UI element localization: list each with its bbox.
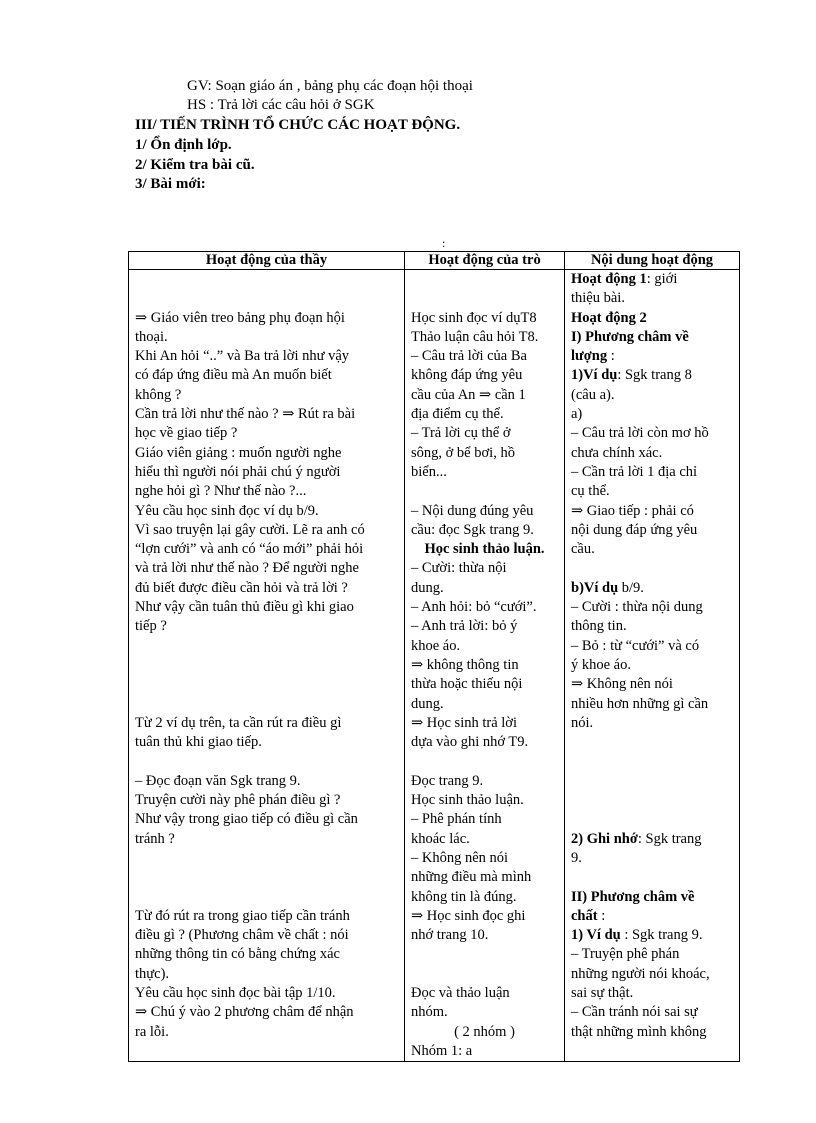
student-line: Nhóm 1: a (411, 1042, 473, 1059)
teacher-line: thoại. (135, 328, 168, 345)
student-line: cầu của An ⇒ cần 1 (411, 386, 526, 403)
teacher-line: hiểu thì người nói phải chú ý người (135, 463, 341, 480)
teacher-line: tránh ? (135, 830, 175, 847)
teacher-line: học về giao tiếp ? (135, 425, 238, 442)
student-line: khoe áo. (411, 637, 461, 654)
section-title: III/ TIẾN TRÌNH TỔ CHỨC CÁC HOẠT ĐỘNG. (135, 117, 461, 133)
student-line: – Không nên nói (411, 849, 509, 866)
example-1-label: 1)Ví dụ (571, 367, 618, 384)
teacher-line: tiếp ? (135, 618, 167, 635)
content-line: ⇒ Giao tiếp : phải có (571, 502, 694, 519)
student-line: Thảo luận câu hỏi T8. (411, 328, 539, 345)
student-line: – Trả lời cụ thể ở (411, 425, 511, 442)
content-line: thật những mình không (571, 1023, 707, 1040)
content-line: nhiều hơn những gì cần (571, 695, 709, 712)
student-line: nhóm. (411, 1004, 448, 1021)
step-1: 1/ Ổn định lớp. (135, 137, 232, 153)
memo-text: : Sgk trang (637, 830, 702, 847)
lesson-table (128, 251, 740, 1062)
content-line: – Truyện phê phán (571, 946, 680, 963)
materials-teacher: GV: Soạn giáo án , bảng phụ các đoạn hội thoại (187, 78, 473, 94)
student-line: – Anh trả lời: bỏ ý (411, 618, 518, 635)
student-column (405, 270, 565, 1062)
content-line: thông tin. (571, 618, 627, 635)
memo-label: 2) Ghi nhớ (571, 830, 638, 847)
materials-student: HS : Trả lời các câu hỏi ở SGK (187, 97, 375, 113)
stray-colon: : (442, 236, 446, 250)
student-line: thừa hoặc thiếu nội (411, 676, 523, 693)
section-2-title: II) Phương châm về (571, 888, 695, 905)
teacher-line: Từ đó rút ra trong giao tiếp cần tránh (135, 907, 350, 924)
teacher-line: Khi An hỏi “..” và Ba trả lời như vậy (135, 348, 350, 365)
student-line: dung. (411, 695, 444, 712)
student-line: ( 2 nhóm ) (454, 1023, 515, 1040)
teacher-line: Vì sao truyện lại gây cười. Lẽ ra anh có (135, 521, 365, 538)
teacher-line: tuân thủ khi giao tiếp. (135, 734, 262, 751)
table-body-row (129, 270, 740, 1062)
student-line: Đọc trang 9. (411, 772, 484, 789)
section-2-title-colon: : (597, 907, 606, 924)
step-3: 3/ Bài mới: (135, 176, 206, 192)
student-line: nhớ trang 10. (411, 927, 489, 944)
teacher-column (129, 270, 405, 1062)
teacher-line: Như vậy cần tuân thủ điều gì khi giao (135, 599, 354, 616)
section-2-title-word: chất (571, 907, 598, 924)
activity-1-label: Hoạt động 1 (571, 271, 647, 287)
content-line: thiệu bài. (571, 290, 625, 307)
example-1-text: : Sgk trang 8 (617, 367, 692, 384)
content-line: cụ thể. (571, 483, 610, 500)
teacher-line: không ? (135, 386, 182, 403)
content-line: – Cười : thừa nội dung (571, 599, 703, 616)
teacher-line: thực). (135, 965, 170, 982)
step-2: 2/ Kiểm tra bài cũ. (135, 157, 255, 173)
student-line: không đáp ứng yêu (411, 367, 523, 384)
example-2-label: 1) Ví dụ (571, 927, 621, 944)
student-line: ⇒ Học sinh trả lời (411, 714, 517, 731)
student-line: không tin là đúng. (411, 888, 517, 905)
teacher-line: Truyện cười này phê phán điều gì ? (135, 792, 341, 809)
teacher-line: ⇒ Giáo viên treo bảng phụ đoạn hội (135, 309, 345, 326)
content-column (565, 270, 740, 1062)
student-line: cầu: đọc Sgk trang 9. (411, 521, 534, 538)
student-line: ⇒ Học sinh đọc ghi (411, 907, 526, 924)
activity-1-text: : giới (646, 271, 678, 287)
content-line: – Câu trả lời còn mơ hồ (571, 425, 709, 442)
content-line: – Bỏ : từ “cưới” và có (571, 637, 700, 654)
example-b-text: b/9. (618, 579, 644, 596)
student-line: – Nội dung đúng yêu (411, 502, 534, 519)
teacher-line: Yêu cầu học sinh đọc ví dụ b/9. (135, 502, 319, 519)
student-line: – Cười: thừa nội (411, 560, 507, 577)
content-line: – Cần tránh nói sai sự (571, 1004, 698, 1021)
section-1-title-colon: : (607, 348, 615, 365)
teacher-line: – Đọc đoạn văn Sgk trang 9. (135, 772, 301, 789)
teacher-line: và trả lời như thế nào ? Để người nghe (135, 560, 359, 577)
content-line: nói. (571, 714, 594, 731)
student-line: những điều mà mình (411, 869, 532, 886)
content-line: a) (571, 406, 583, 423)
teacher-line: nghe hỏi gì ? Như thế nào ?... (135, 483, 307, 500)
teacher-line: Giáo viên giảng : muốn người nghe (135, 444, 342, 461)
content-line: sai sự thật. (571, 984, 634, 1001)
teacher-line: Yêu cầu học sinh đọc bài tập 1/10. (135, 984, 336, 1001)
student-line: khoác lác. (411, 830, 470, 847)
content-line: (câu a). (571, 386, 615, 403)
teacher-line: điều gì ? (Phương châm về chất : nói (135, 927, 349, 944)
student-line: dựa vào ghi nhớ T9. (411, 734, 529, 751)
header-content: Nội dung hoạt động (565, 252, 740, 270)
example-b-label: b)Ví dụ (571, 579, 619, 596)
teacher-line: đủ biết được điều cần hỏi và trả lời ? (135, 579, 348, 596)
student-line: Học sinh đọc ví dụT8 (411, 309, 537, 326)
section-1-title: I) Phương châm về (571, 328, 689, 345)
student-line: biển... (411, 463, 447, 480)
example-2-text: : Sgk trang 9. (620, 927, 703, 944)
content-line: những người nói khoác, (571, 965, 710, 982)
section-1-title-word: lượng (571, 348, 608, 365)
teacher-line: Cần trả lời như thế nào ? ⇒ Rút ra bài (135, 406, 356, 423)
teacher-line: ra lỗi. (135, 1023, 169, 1040)
activity-2-label: Hoạt động 2 (571, 309, 647, 326)
student-line: ⇒ không thông tin (411, 656, 519, 673)
teacher-line: Từ 2 ví dụ trên, ta cần rút ra điều gì (135, 714, 342, 731)
student-line: – Anh hỏi: bỏ “cưới”. (411, 599, 537, 616)
header-teacher: Hoạt động của thầy (129, 252, 405, 270)
content-line: – Cần trả lời 1 địa chỉ (571, 463, 698, 480)
teacher-line: ⇒ Chú ý vào 2 phương châm để nhận (135, 1004, 354, 1021)
content-line: ⇒ Không nên nói (571, 676, 673, 693)
content-line: 9. (571, 849, 582, 866)
student-line: sông, ở bể bơi, hồ (411, 444, 515, 461)
content-line: nội dung đáp ứng yêu (571, 521, 698, 538)
content-line: ý khoe áo. (571, 656, 631, 673)
teacher-line: những thông tin có bằng chứng xác (135, 946, 340, 963)
content-line: chưa chính xác. (571, 444, 663, 461)
student-line: – Câu trả lời của Ba (411, 348, 527, 365)
student-line: dung. (411, 579, 444, 596)
table-header-row (129, 252, 740, 270)
teacher-line: “lợn cưới” và anh có “áo mới” phải hỏi (135, 541, 364, 558)
header-student: Hoạt động của trò (405, 252, 565, 270)
student-line: Học sinh thảo luận. (411, 792, 524, 809)
student-line: – Phê phán tính (411, 811, 502, 828)
teacher-line: có đáp ứng điều mà An muốn biết (135, 367, 332, 384)
content-line: cầu. (571, 541, 595, 558)
student-line: địa điểm cụ thể. (411, 406, 504, 423)
teacher-line: Như vậy trong giao tiếp có điều gì cần (135, 811, 358, 828)
student-line: Đọc và thảo luận (411, 984, 510, 1001)
student-bold-line: Học sinh thảo luận. (424, 541, 545, 558)
